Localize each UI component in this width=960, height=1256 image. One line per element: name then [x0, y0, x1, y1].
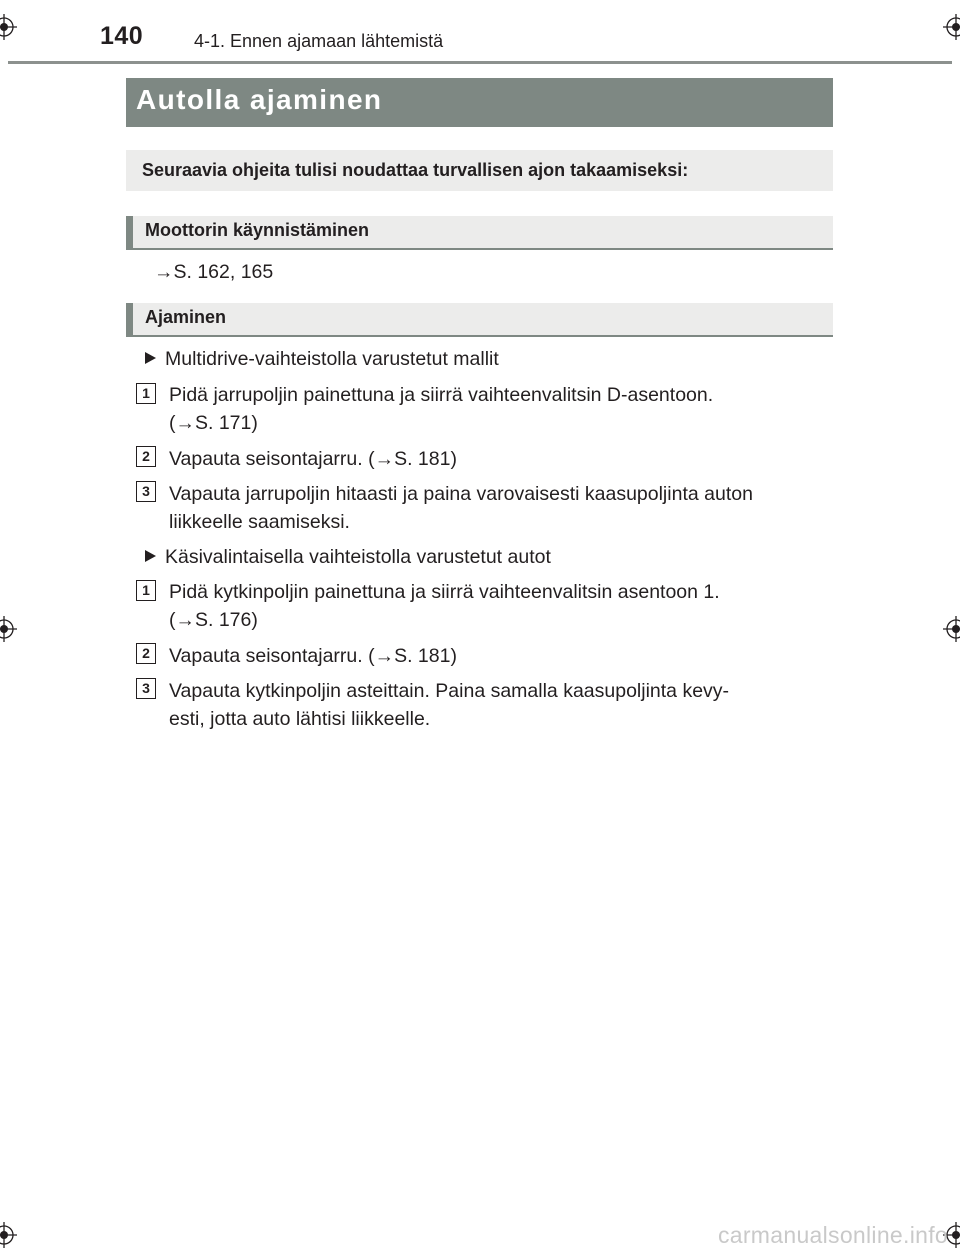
group-title-manual — [145, 546, 551, 569]
step-text: Vapauta seisontajarru. (→S. 181) — [169, 645, 457, 667]
running-head: 4-1. Ennen ajamaan lähtemistä — [194, 31, 444, 51]
section-marker — [126, 303, 133, 337]
watermark: carmanualsonline.info — [717, 1222, 948, 1248]
step-number: 1 — [136, 580, 156, 601]
registration-mark-bottom-left — [0, 1222, 17, 1248]
section-heading-text: Moottorin käynnistäminen — [145, 220, 370, 240]
step-line: Vapauta kytkinpoljin asteittain. Paina samalla kaasupoljinta kevy- — [169, 680, 730, 702]
step-number: 1 — [136, 383, 156, 404]
page-ref: S. 162, 165 — [173, 261, 274, 283]
page-ref: S. 176) — [195, 609, 258, 631]
crosshair-registration-icon — [0, 616, 17, 642]
registration-mark-top-left — [0, 14, 17, 40]
step-text — [169, 480, 829, 536]
page-ref: S. 171) — [195, 412, 258, 434]
step-line: esti, jotta auto lähtisi liikkeelle. — [169, 708, 431, 730]
arrow-icon: → — [175, 609, 195, 631]
step-line: Pidä jarrupoljin painettuna ja siirrä vaihteenvalitsin D-asentoon. — [169, 384, 714, 406]
step-text: Vapauta seisontajarru. (→S. 181) — [169, 448, 457, 470]
step-number: 3 — [136, 678, 156, 699]
group-title-text: Käsivalintaisella vaihteistolla varustetut autot — [165, 546, 551, 568]
step-number: 2 — [136, 643, 156, 664]
intro-box — [126, 150, 833, 191]
step-text — [169, 578, 829, 634]
triangle-right-icon — [145, 352, 156, 364]
arrow-icon: → — [374, 448, 395, 470]
step-number: 2 — [136, 446, 156, 467]
step-line: Pidä kytkinpoljin painettuna ja siirrä vaihteenvalitsin asentoon 1. — [169, 581, 720, 603]
step-text — [169, 677, 829, 733]
step-line: liikkeelle saamiseksi. — [169, 511, 350, 533]
group-title-text: Multidrive-vaihteistolla varustetut mallit — [165, 348, 499, 370]
page-title: Autolla ajaminen — [136, 84, 383, 115]
section-heading-text: Ajaminen — [145, 307, 227, 327]
crosshair-registration-icon — [943, 616, 960, 642]
section-heading-start — [126, 216, 833, 250]
start-page-ref — [154, 258, 273, 286]
registration-mark-top-right — [943, 14, 960, 40]
arrow-icon: → — [175, 412, 195, 434]
section-marker — [126, 216, 133, 250]
arrow-icon: → — [154, 261, 174, 283]
arrow-icon: → — [374, 645, 395, 667]
step-text — [169, 381, 829, 437]
header-rule — [8, 61, 952, 64]
crosshair-registration-icon — [943, 14, 960, 40]
triangle-right-icon — [145, 550, 156, 562]
step-line: Vapauta jarrupoljin hitaasti ja paina varovaisesti kaasupoljinta auton — [169, 483, 753, 505]
intro-text: Seuraavia ohjeita tulisi noudattaa turvallisen ajon takaamiseksi: — [142, 160, 689, 180]
page-ref: S. 181) — [394, 448, 457, 470]
page-ref: S. 181) — [394, 645, 457, 667]
registration-mark-mid-right — [943, 616, 960, 642]
step-line: (→S. 176) — [169, 609, 258, 631]
crosshair-registration-icon — [0, 1222, 17, 1248]
registration-mark-mid-left — [0, 616, 17, 642]
page-title-bar — [126, 78, 833, 127]
step-number: 3 — [136, 481, 156, 502]
step-line: (→S. 171) — [169, 412, 258, 434]
crosshair-registration-icon — [0, 14, 17, 40]
page-number: 140 — [100, 22, 144, 50]
section-heading-driving — [126, 303, 833, 337]
group-title-multidrive — [145, 348, 499, 371]
